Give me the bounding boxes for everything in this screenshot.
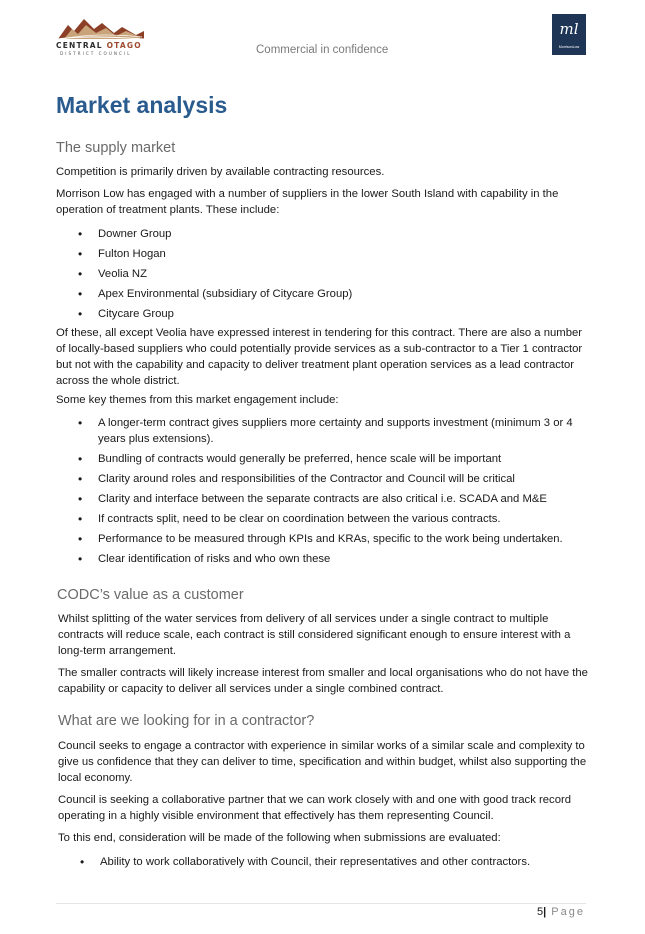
- paragraph: The smaller contracts will likely increase interest from smaller and local organisations who do not have the capability or capacity to deliver all services under a single combined contract.: [58, 667, 588, 695]
- list-item: • Clarity and interface between the separate contracts are also critical i.e. SCADA and M&E: [78, 491, 586, 507]
- section-heading-supply-market: The supply market: [56, 140, 176, 156]
- criteria-list: [80, 854, 580, 874]
- paragraph: Whilst splitting of the water services from delivery of all services under a single contract to multiple contracts will reduce scale, each contract is still considered significant enough to ensure interest with a long-term arrangement.: [58, 613, 571, 657]
- paragraph: Council seeks to engage a contractor with experience in similar works of a similar scale and complexity to give us confidence that they can deliver to time, specification and within budget, whilst also supporting the local economy.: [58, 740, 587, 784]
- confidentiality-label: Commercial in confidence: [256, 44, 389, 56]
- morrison-low-logo: [552, 14, 586, 55]
- list-item: • A longer-term contract gives suppliers more certainty and supports investment (minimum 3 or 4 years plus extensions).: [78, 415, 586, 447]
- page-label: Page: [546, 906, 585, 918]
- logo-line2: DISTRICT COUNCIL: [60, 51, 132, 56]
- page-number-separator: |: [543, 906, 547, 918]
- paragraph: Council is seeking a collaborative partner that we can work closely with and one with good track record operating in a highly visible environment that effectively has them representing Council.: [58, 794, 572, 822]
- partner-logo-mark: ml: [559, 20, 579, 38]
- logo-line1-accent: OTAGO: [106, 41, 142, 50]
- list-item: • Bundling of contracts would generally be preferred, hence scale will be important: [78, 451, 586, 467]
- supplier-list: [78, 226, 578, 326]
- paragraph: Of these, all except Veolia have expressed interest in tendering for this contract. There are also a number of locally-based suppliers who could potentially provide services as a sub-contractor to a Tier 1 contractor but not with the capability and capacity to deliver treatment plant operation services as a lead contractor across the whole district.: [56, 327, 583, 387]
- paragraph: To this end, consideration will be made of the following when submissions are evaluated:: [58, 832, 501, 844]
- partner-logo-name: MorrisonLow: [558, 45, 580, 49]
- footer-divider: [56, 903, 586, 904]
- paragraph: Some key themes from this market engagement include:: [56, 394, 339, 406]
- paragraph: Competition is primarily driven by available contracting resources.: [56, 166, 385, 178]
- list-item: • Performance to be measured through KPIs and KRAs, specific to the work being undertaken.: [78, 531, 586, 547]
- list-item: • If contracts split, need to be clear on coordination between the various contracts.: [78, 511, 586, 527]
- list-item: • Citycare Group: [78, 306, 578, 322]
- page-number: [537, 906, 585, 918]
- list-item: • Downer Group: [78, 226, 578, 242]
- section-heading-customer-value: CODC’s value as a customer: [57, 587, 244, 603]
- themes-list: [78, 415, 586, 571]
- list-item: • Ability to work collaboratively with Council, their representatives and other contractors.: [80, 854, 580, 870]
- mountains-icon: [56, 15, 148, 41]
- central-otago-logo: [56, 15, 148, 57]
- list-item: • Clear identification of risks and who own these: [78, 551, 586, 567]
- list-item: • Veolia NZ: [78, 266, 578, 282]
- logo-line1: CENTRAL: [56, 41, 107, 50]
- page-number-value: 5: [537, 906, 544, 918]
- list-item: • Fulton Hogan: [78, 246, 578, 262]
- paragraph: Morrison Low has engaged with a number of suppliers in the lower South Island with capability in the operation of treatment plants. These include:: [56, 188, 559, 216]
- section-heading-contractor: What are we looking for in a contractor?: [58, 713, 315, 729]
- list-item: • Apex Environmental (subsidiary of Citycare Group): [78, 286, 578, 302]
- page-title: Market analysis: [56, 92, 228, 118]
- list-item: • Clarity around roles and responsibilities of the Contractor and Council will be critical: [78, 471, 586, 487]
